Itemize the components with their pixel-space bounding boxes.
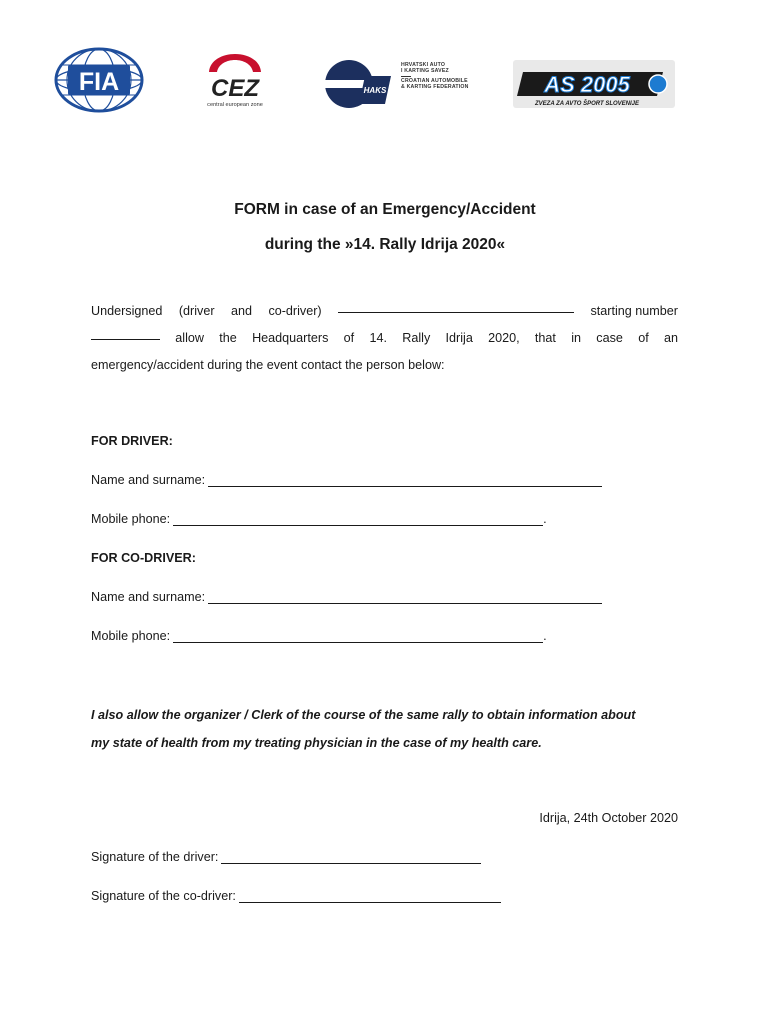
fia-logo-text: FIA (78, 68, 120, 96)
intro-word: that (534, 331, 556, 345)
intro-word: of (343, 331, 355, 345)
driver-signature-row (91, 850, 481, 864)
intro-paragraph (91, 298, 678, 379)
driver-signature-label: Signature of the driver: (91, 850, 219, 864)
driver-signature-field[interactable] (221, 851, 481, 864)
codriver-phone-row (91, 629, 547, 643)
intro-word: in (571, 331, 582, 345)
form-subtitle: during the »14. Rally Idrija 2020« (264, 236, 506, 253)
driver-name-label: Name and surname: (91, 473, 206, 487)
driver-phone-field[interactable] (173, 513, 543, 526)
consent-paragraph (91, 701, 681, 757)
consent-line-2: my state of health from my treating physician in the case of my health care. (91, 736, 542, 750)
intro-word: Undersigned (91, 304, 163, 318)
codriver-heading: FOR CO-DRIVER: (91, 551, 196, 565)
driver-phone-end: . (543, 512, 547, 526)
intro-word: of (638, 331, 649, 345)
intro-word: (driver (178, 304, 215, 318)
driver-names-blank[interactable] (338, 298, 574, 313)
as2005-logo (513, 58, 675, 110)
codriver-name-row (91, 590, 602, 604)
hak-caption-line: I KARTING SAVEZ (401, 68, 449, 75)
hak-caption-line: HRVATSKI AUTO (401, 62, 446, 68)
driver-name-row (91, 473, 602, 487)
driver-heading: FOR DRIVER: (91, 434, 173, 448)
hak-logo-mark: HAKS (363, 86, 387, 95)
intro-word: Idrija (445, 331, 473, 345)
intro-word: and (230, 304, 252, 318)
intro-word: co-driver) (268, 304, 322, 318)
intro-word: case (596, 331, 623, 345)
intro-word: Headquarters (252, 331, 329, 345)
intro-line-1 (91, 298, 678, 325)
cez-logo-caption: central european zone (207, 102, 263, 108)
codriver-phone-field[interactable] (173, 630, 543, 643)
driver-phone-label: Mobile phone: (91, 512, 171, 526)
hak-logo-caption (401, 62, 469, 90)
intro-word: allow (175, 331, 204, 345)
cez-logo-text: CEZ (211, 75, 259, 102)
codriver-signature-row (91, 889, 501, 903)
intro-word: Rally (402, 331, 431, 345)
intro-line-2 (91, 325, 678, 352)
codriver-name-label: Name and surname: (91, 590, 206, 604)
cez-logo (195, 42, 275, 110)
fia-logo (54, 47, 144, 113)
intro-word: starting number (590, 304, 678, 318)
place-date: Idrija, 24th October 2020 (539, 811, 678, 825)
intro-word: 14. (369, 331, 387, 345)
intro-line-3: emergency/accident during the event contact the person below: (91, 358, 445, 372)
codriver-signature-label: Signature of the co-driver: (91, 889, 236, 903)
codriver-phone-label: Mobile phone: (91, 629, 171, 643)
consent-line-1: I also allow the organizer / Clerk of the course of the same rally to obtain information about (91, 708, 636, 722)
as2005-logo-text: AS 2005 (544, 72, 630, 97)
intro-word: the (219, 331, 237, 345)
intro-word: an (663, 331, 678, 345)
driver-phone-row (91, 512, 547, 526)
hak-caption-divider (401, 76, 411, 77)
hak-caption-line: CROATIAN AUTOMOBILE (401, 77, 468, 84)
hak-logo (325, 58, 485, 110)
hak-caption-line: & KARTING FEDERATION (401, 83, 469, 90)
as2005-logo-caption: ZVEZA ZA AVTO ŠPORT SLOVENIJE (534, 101, 640, 107)
codriver-signature-field[interactable] (239, 890, 501, 903)
form-title: FORM in case of an Emergency/Accident (234, 201, 536, 218)
intro-word: 2020, (488, 331, 520, 345)
codriver-name-field[interactable] (208, 591, 602, 604)
starting-number-blank[interactable] (91, 325, 160, 340)
codriver-phone-end: . (543, 629, 547, 643)
driver-name-field[interactable] (208, 474, 602, 487)
